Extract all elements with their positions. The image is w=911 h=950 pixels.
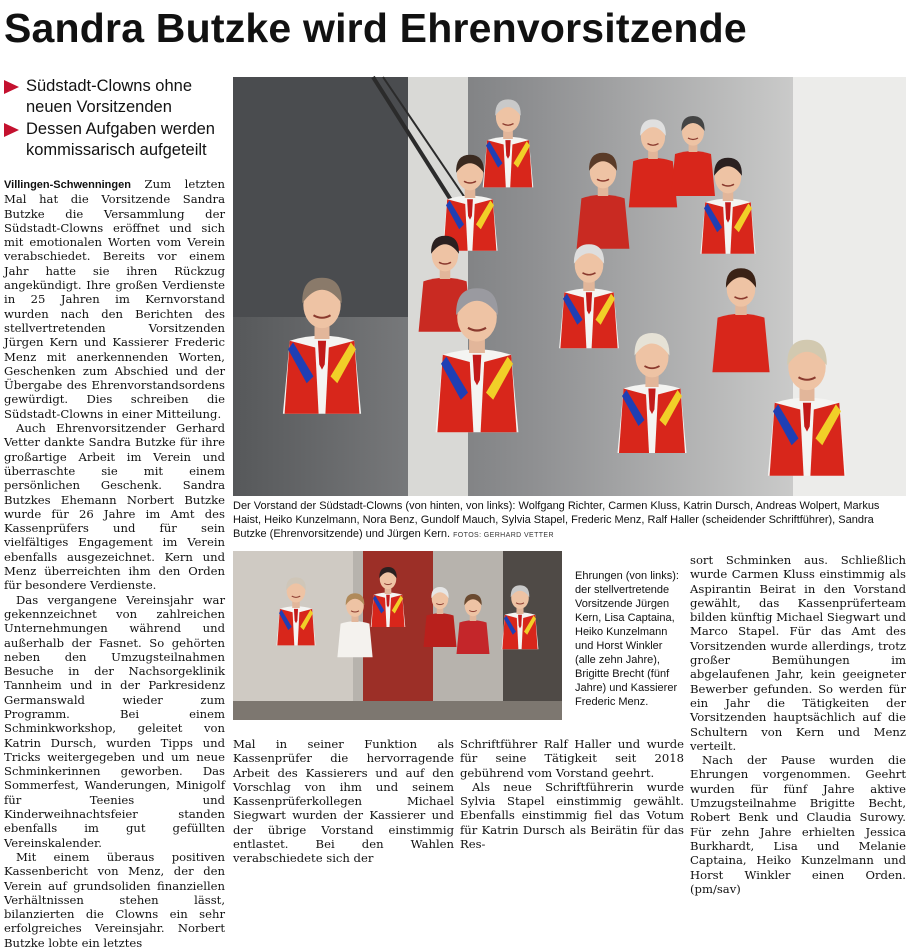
photo-caption-main — [233, 499, 906, 543]
article-paragraph: Auch Ehrenvorsitzender Gerhard Vetter dankte Sandra Butzke für ihre großartige Arbeit im Verein und überraschte sie mit einem persönlichen Geschenk. Sandra Butzkes Ehemann Norbert Butzke wurde für 26 Jahre im Amt des Kassenprüfers und für sein vielfältiges Engagement im Verein ebenfalls ausgezeichnet. Kern und Menz überreichten ihm den Orden für besondere Verdienste. — [4, 421, 225, 593]
article-paragraph: Das vergangene Vereinsjahr war gekennzeichnet von zahlreichen Unternehmungen während und außerhalb der Fasnet. So gehörten neben den Umzugsteilnahmen Besuche in der Nachsorgeklinik Tannheim und in der Parkresidenz Germanswald wieder zum Programm. Bei einem Schminkworkshop, geleitet von Katrin Dursch, wurden Tipps und Tricks weitergegeben und um neue Schminkerinnen geworben. Das Sommerfest, Wanderungen, Minigolf für Teenies und Kinderweihnachtsfeier standen ebenfalls im gut gefüllten Vereinskalender. — [4, 592, 225, 850]
article-column-1 — [4, 177, 225, 950]
honorees-photo-illustration — [233, 551, 562, 720]
subheadline-bullets — [4, 76, 226, 162]
paragraph-text: Zum letzten Mal hat die Vorsitzende Sandra Butzke die Versammlung der Südstadt-Clowns eröffnet und sich mit emotionalen Worten vom Verein verabschiedet. Bereits vor einem Jahr hatte sie ihren Rückzug angekündigt. Ihre großen Verdienste in 25 Jahren im Kernvorstand wurden nach den Berichten des stellvertretenden Vorsitzenden Jürgen Kern und Kassierer Frederic Menz mit anerkennenden Worten, Geschenken zum Abschied und der Übergabe des Ehrenvorstandsordens gewürdigt. Dies schreiben die Südstadt-Clowns in einer Mitteilung. — [4, 177, 226, 421]
bullet-text: Dessen Aufgaben werden kommissarisch aufgeteilt — [26, 120, 215, 159]
headline: Sandra Butzke wird Ehrenvorsitzende — [4, 5, 747, 51]
article-paragraph: Schriftführer Ralf Haller und wurde für seine Tätigkeit seit 2018 gebührend vom Vorstand geehrt. — [460, 737, 684, 780]
article-paragraph: Als neue Schriftführerin wurde Sylvia Stapel einstimmig gewählt. Ebenfalls einstimmig fiel das Votum für Katrin Dursch als Beirätin für das Res- — [460, 779, 684, 852]
bullet-point — [4, 119, 226, 161]
dateline: Villingen-Schwenningen — [4, 179, 131, 191]
article-column-4 — [690, 553, 906, 896]
article-paragraph: sort Schminken aus. Schließlich wurde Carmen Kluss einstimmig als Aspirantin Beirat in den Vorstand gewählt, das Kassenprüferteam bilden künftig Michael Siegwart und Marco Stapel. Für das Amt des Vorsitzenden wurde allerdings, trotz großer Bemühungen im abgelaufenen Jahr, kein geeigneter Bewerber gefunden. So werden für ein Jahr die Tätigkeiten der Vorsitzenden hauptsächlich auf die Schultern von Kern und Menz verteilt. — [690, 553, 906, 753]
photo-credit: FOTOS: GERHARD VETTER — [453, 532, 554, 539]
caption-text: Der Vorstand der Südstadt-Clowns (von hinten, von links): Wolfgang Richter, Carmen Kluss, Katrin Dursch, Andreas Wolpert, Markus Haist, Heiko Kunzelmann, Nora Benz, Gundolf Mauch, Sylvia Stapel, Frederic Menz, Ralf Haller (scheidender Schriftführer), Sandra Butzke (Ehrenvorsitzende) und Jürgen Kern. — [233, 500, 880, 540]
arrow-bullet-icon — [4, 80, 19, 94]
photo-caption-honorees: Ehrungen (von links): der stellvertretende Vorsitzende Jürgen Kern, Lisa Captaina, Heiko Kunzelmann und Horst Winkler (alle zehn Jahre), Brigitte Brecht (fünf Jahre) und Kassierer Frederic Menz. — [575, 570, 679, 708]
article-paragraph: Nach der Pause wurden die Ehrungen vorgenommen. Geehrt wurden für fünf Jahre aktive Umzugsteilnahme Brigitte Becht, Robert Benk und Claudia Surowy. Für zehn Jahre erhielten Jessica Burkhardt, Lisa und Melanie Captaina, Heiko Kunzelmann und Horst Winkler einen Orden. (pm/sav) — [690, 753, 906, 896]
article-column-3 — [460, 737, 684, 851]
honorees-photo — [233, 551, 562, 720]
article-paragraph: Mal in seiner Funktion als Kassenprüfer die hervorragende Arbeit des Kassierers und auf den Vorschlag von ihm und seinem Kassenprüferkollegen Michael Siegwart wurden der Kassierer und der übrige Vorstand einstimmig entlastet. Bei den Wahlen verabschiedete sich der — [233, 737, 454, 866]
article-column-2 — [233, 737, 454, 866]
arrow-bullet-icon — [4, 123, 19, 137]
bullet-text: Südstadt-Clowns ohne neuen Vorsitzenden — [26, 77, 193, 116]
bullet-point — [4, 76, 226, 118]
article-paragraph: Mit einem überaus positiven Kassenbericht von Menz, der den Verein auf grundsoliden finanziellen Verhältnissen stehen lässt, bilanzierten die Clowns ein sehr erfolgreiches Vereinsjahr. Norbert Butzke lobte ein letztes — [4, 849, 225, 950]
article-paragraph — [4, 177, 225, 421]
board-photo-illustration — [233, 77, 906, 496]
group-photo-board — [233, 77, 906, 496]
